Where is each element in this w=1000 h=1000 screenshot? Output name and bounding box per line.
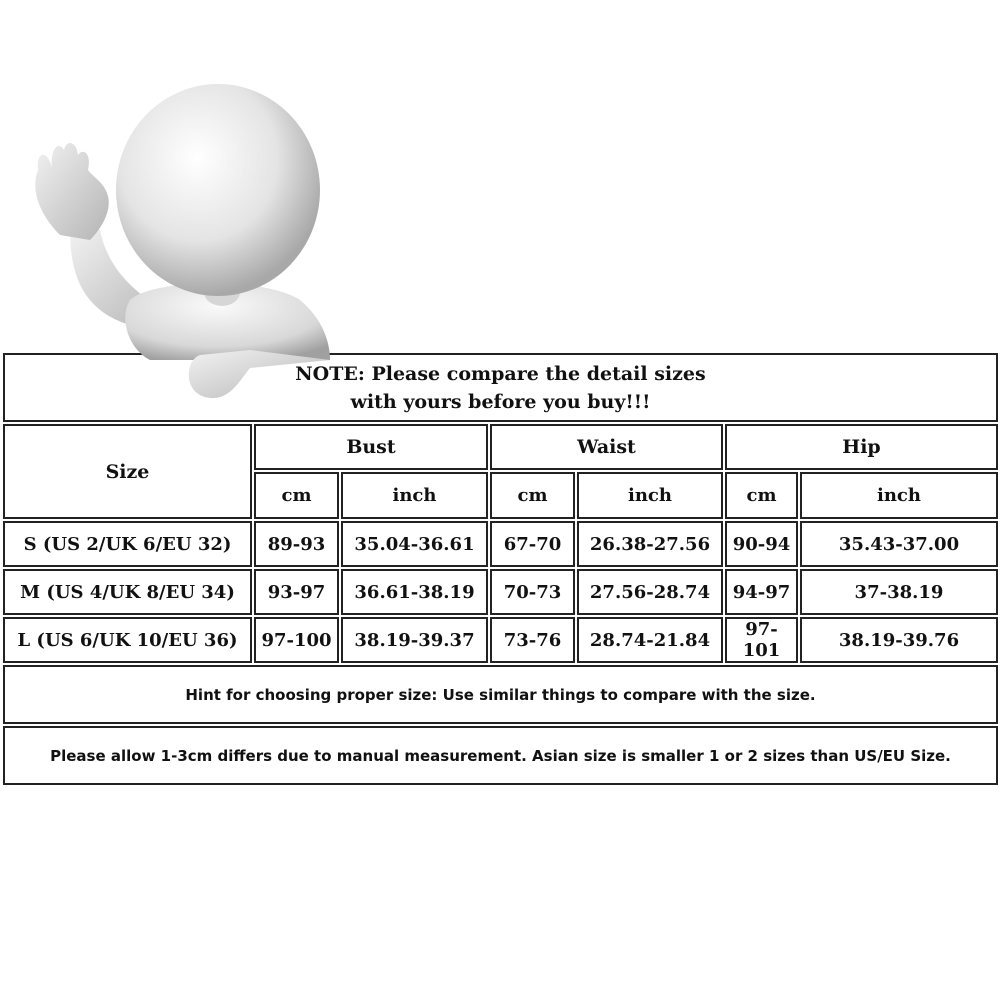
- waving-figure-illustration: [0, 0, 340, 410]
- table-cell: 73-76: [490, 617, 575, 663]
- table-cell: 36.61-38.19: [341, 569, 488, 615]
- table-cell: 97-101: [725, 617, 798, 663]
- table-cell: 26.38-27.56: [577, 521, 723, 567]
- table-cell: 38.19-39.37: [341, 617, 488, 663]
- hip-cm-header: cm: [725, 472, 798, 519]
- table-cell: 70-73: [490, 569, 575, 615]
- measurement-note: Please allow 1-3cm differs due to manual measurement. Asian size is smaller 1 or 2 sizes than US/EU Size.: [3, 726, 998, 785]
- table-cell: 35.43-37.00: [800, 521, 998, 567]
- table-cell: 94-97: [725, 569, 798, 615]
- waist-header: Waist: [490, 424, 723, 470]
- table-cell: 28.74-21.84: [577, 617, 723, 663]
- bust-header: Bust: [254, 424, 488, 470]
- table-cell: 90-94: [725, 521, 798, 567]
- size-column-header: Size: [3, 424, 252, 519]
- waist-inch-header: inch: [577, 472, 723, 519]
- note-line-1: NOTE: Please compare the detail sizes: [295, 362, 706, 385]
- table-cell: 67-70: [490, 521, 575, 567]
- hint-note: Hint for choosing proper size: Use similar things to compare with the size.: [3, 665, 998, 724]
- table-cell: 89-93: [254, 521, 339, 567]
- bust-inch-header: inch: [341, 472, 488, 519]
- waist-cm-header: cm: [490, 472, 575, 519]
- table-cell: 27.56-28.74: [577, 569, 723, 615]
- size-label-m: M (US 4/UK 8/EU 34): [3, 569, 252, 615]
- table-cell: 97-100: [254, 617, 339, 663]
- hip-inch-header: inch: [800, 472, 998, 519]
- table-cell: 37-38.19: [800, 569, 998, 615]
- size-label-s: S (US 2/UK 6/EU 32): [3, 521, 252, 567]
- size-label-l: L (US 6/UK 10/EU 36): [3, 617, 252, 663]
- table-cell: 38.19-39.76: [800, 617, 998, 663]
- table-cell: 35.04-36.61: [341, 521, 488, 567]
- table-cell: 93-97: [254, 569, 339, 615]
- hip-header: Hip: [725, 424, 998, 470]
- bust-cm-header: cm: [254, 472, 339, 519]
- note-line-2: with yours before you buy!!!: [350, 390, 651, 413]
